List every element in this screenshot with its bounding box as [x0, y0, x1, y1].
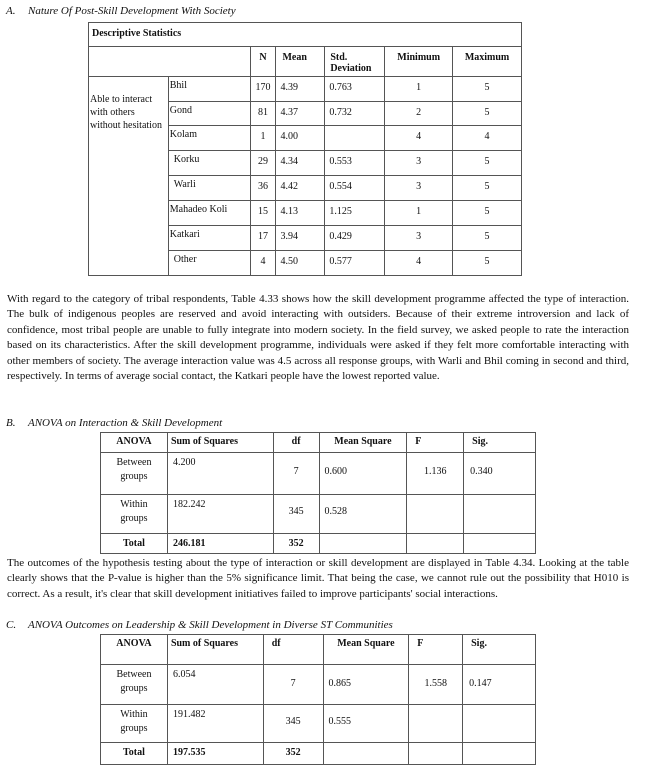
header-sum-of-squares: Sum of Squares	[167, 433, 273, 453]
cell-tribe-name: Kolam	[168, 126, 250, 151]
cell-n: 81	[250, 102, 276, 126]
cell-source: Total	[101, 534, 168, 554]
cell-mean-square: 0.528	[319, 495, 407, 534]
cell-minimum: 4	[385, 251, 453, 276]
cell-tribe-name: Korku	[168, 151, 250, 176]
paragraph-hypothesis: The outcomes of the hypothesis testing about the type of interaction or skill development are displayed in Table 4.34. Looking at the table clearly shows that the P-value is higher than the 5% significance limit. That being the case, we cannot rule out the possibility that H010 is correct. As a result, it's clear that skill development initiatives failed to improve participants' social interactions.	[7, 557, 629, 600]
cell-source: Within groups	[101, 705, 168, 743]
table-row	[101, 534, 536, 554]
cell-mean: 4.42	[276, 176, 325, 201]
cell-sum-of-squares: 182.242	[167, 495, 273, 534]
cell-f	[409, 705, 463, 743]
cell-df: 352	[273, 534, 319, 554]
cell-tribe-name: Warli	[168, 176, 250, 201]
cell-sig	[463, 743, 536, 765]
cell-mean-square	[323, 743, 409, 765]
cell-f	[407, 495, 464, 534]
cell-sig: 0.340	[464, 453, 536, 495]
table-row	[101, 495, 536, 534]
cell-n: 4	[250, 251, 276, 276]
anova-interaction-table	[100, 432, 536, 554]
cell-maximum: 5	[453, 102, 522, 126]
cell-f: 1.558	[409, 665, 463, 705]
cell-minimum: 3	[385, 176, 453, 201]
cell-sum-of-squares: 191.482	[167, 705, 263, 743]
cell-mean: 4.13	[276, 201, 325, 226]
header-mean-square: Mean Square	[319, 433, 407, 453]
cell-sig	[464, 495, 536, 534]
cell-mean: 3.94	[276, 226, 325, 251]
anova-leadership-table	[100, 634, 536, 765]
header-sig: Sig.	[464, 433, 536, 453]
header-anova: ANOVA	[101, 433, 168, 453]
cell-df: 352	[263, 743, 323, 765]
section-a-heading	[6, 5, 236, 17]
section-a-letter: A.	[6, 5, 16, 17]
header-mean-square: Mean Square	[323, 635, 409, 665]
cell-n: 170	[250, 77, 276, 102]
descriptive-statistics-table	[88, 22, 522, 276]
cell-df: 345	[273, 495, 319, 534]
cell-sig: 0.147	[463, 665, 536, 705]
header-df: df	[263, 635, 323, 665]
cell-std-deviation: 0.554	[325, 176, 385, 201]
cell-mean: 4.50	[276, 251, 325, 276]
cell-maximum: 5	[453, 226, 522, 251]
cell-maximum: 4	[453, 126, 522, 151]
section-c-heading	[6, 619, 393, 631]
cell-mean-square: 0.600	[319, 453, 407, 495]
header-minimum: Minimum	[385, 47, 453, 77]
cell-mean: 4.39	[276, 77, 325, 102]
cell-mean-square: 0.865	[323, 665, 409, 705]
cell-mean-square	[319, 534, 407, 554]
cell-f: 1.136	[407, 453, 464, 495]
cell-minimum: 3	[385, 151, 453, 176]
cell-tribe-name: Bhil	[168, 77, 250, 102]
table-row	[101, 743, 536, 765]
table-row	[101, 665, 536, 705]
cell-sig	[464, 534, 536, 554]
cell-n: 17	[250, 226, 276, 251]
cell-std-deviation: 0.577	[325, 251, 385, 276]
cell-sum-of-squares: 6.054	[167, 665, 263, 705]
cell-maximum: 5	[453, 77, 522, 102]
cell-df: 7	[263, 665, 323, 705]
cell-source: Total	[101, 743, 168, 765]
header-maximum: Maximum	[453, 47, 522, 77]
cell-tribe-name: Other	[168, 251, 250, 276]
header-f: F	[409, 635, 463, 665]
cell-sum-of-squares: 197.535	[167, 743, 263, 765]
cell-f	[409, 743, 463, 765]
cell-minimum: 1	[385, 201, 453, 226]
cell-minimum: 1	[385, 77, 453, 102]
table-row	[89, 77, 522, 102]
cell-maximum: 5	[453, 151, 522, 176]
cell-mean: 4.00	[276, 126, 325, 151]
cell-n: 29	[250, 151, 276, 176]
header-n: N	[250, 47, 276, 77]
cell-mean: 4.37	[276, 102, 325, 126]
section-a-title: Nature Of Post-Skill Development With Society	[28, 5, 236, 17]
cell-std-deviation: 0.553	[325, 151, 385, 176]
cell-minimum: 4	[385, 126, 453, 151]
table-title: Descriptive Statistics	[89, 23, 522, 47]
header-f: F	[407, 433, 464, 453]
cell-tribe-name: Gond	[168, 102, 250, 126]
cell-sum-of-squares: 246.181	[167, 534, 273, 554]
cell-source: Within groups	[101, 495, 168, 534]
header-blank	[89, 47, 251, 77]
cell-n: 36	[250, 176, 276, 201]
table-row	[101, 453, 536, 495]
cell-maximum: 5	[453, 176, 522, 201]
cell-sig	[463, 705, 536, 743]
cell-df: 345	[263, 705, 323, 743]
section-c-title: ANOVA Outcomes on Leadership & Skill Development in Diverse ST Communities	[28, 619, 393, 631]
section-b-heading	[6, 417, 222, 429]
cell-n: 1	[250, 126, 276, 151]
table-row	[101, 705, 536, 743]
cell-source: Between groups	[101, 665, 168, 705]
section-b-letter: B.	[6, 417, 16, 429]
cell-std-deviation: 0.732	[325, 102, 385, 126]
cell-minimum: 2	[385, 102, 453, 126]
cell-sum-of-squares: 4.200	[167, 453, 273, 495]
header-anova: ANOVA	[101, 635, 168, 665]
cell-mean: 4.34	[276, 151, 325, 176]
cell-tribe-name: Katkari	[168, 226, 250, 251]
header-df: df	[273, 433, 319, 453]
cell-std-deviation: 0.763	[325, 77, 385, 102]
paragraph-interaction: With regard to the category of tribal respondents, Table 4.33 shows how the skill development programme affected the type of interaction. The bulk of indigenous peoples are reserved and avoid interacting with outsiders. Because of their extreme introversion and lack of confidence, most tribal people are unable to fully integrate into modern society. In the field survey, we asked people to rate the interaction based on its characteristics. After the skill development programme, individuals were asked if they felt more comfortable interacting with other members of society. The average interaction value was 4.5 across all response groups, with Warli and Bhil coming in second and third, respectively. In terms of average social contact, the Katkari people have the lowest reported value.	[7, 293, 629, 383]
section-c-letter: C.	[6, 619, 17, 631]
header-std-deviation: Std. Deviation	[325, 47, 385, 77]
row-group-label: Able to interact with others without hesitation	[89, 77, 169, 276]
cell-f	[407, 534, 464, 554]
cell-std-deviation: 0.429	[325, 226, 385, 251]
cell-mean-square: 0.555	[323, 705, 409, 743]
cell-df: 7	[273, 453, 319, 495]
cell-tribe-name: Mahadeo Koli	[168, 201, 250, 226]
section-b-title: ANOVA on Interaction & Skill Development	[28, 417, 223, 429]
cell-source: Between groups	[101, 453, 168, 495]
header-sig: Sig.	[463, 635, 536, 665]
cell-std-deviation: 1.125	[325, 201, 385, 226]
cell-std-deviation	[325, 126, 385, 151]
header-mean: Mean	[276, 47, 325, 77]
cell-maximum: 5	[453, 201, 522, 226]
cell-minimum: 3	[385, 226, 453, 251]
header-sum-of-squares: Sum of Squares	[167, 635, 263, 665]
cell-n: 15	[250, 201, 276, 226]
cell-maximum: 5	[453, 251, 522, 276]
